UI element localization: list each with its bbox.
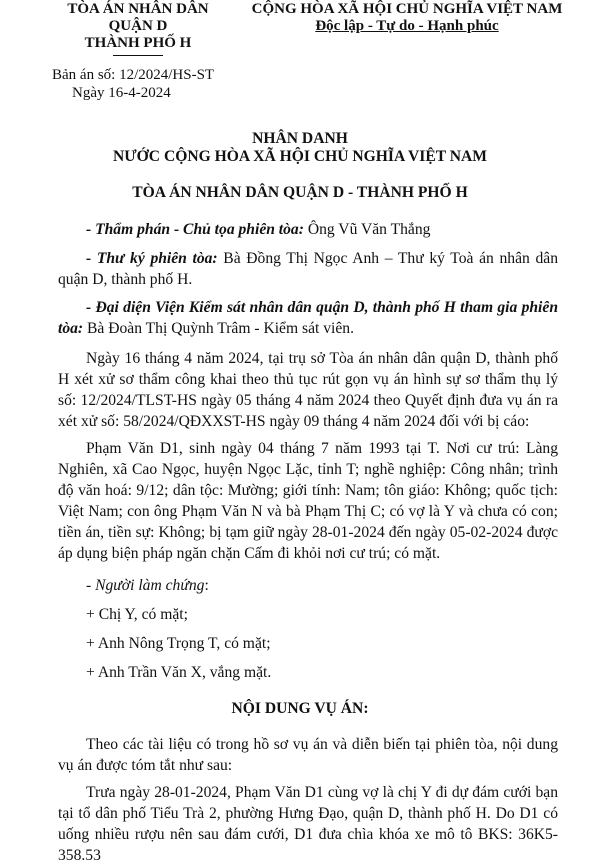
judge-label: - Thẩm phán - Chủ tọa phiên tòa: (86, 221, 304, 238)
nation-title: CỘNG HÒA XÃ HỘI CHỦ NGHĨA VIỆT NAM (251, 1, 563, 17)
court-name-line1: TÒA ÁN NHÂN DÂN (67, 1, 209, 17)
clerk-label: - Thư ký phiên tòa: (86, 250, 218, 267)
clerk-value: Bà Đồng Thị Ngọc Anh – Thư ký Toà án nhân dân quận D, thành phố H. (58, 250, 558, 288)
title-court: TÒA ÁN NHÂN DÂN QUẬN D - THÀNH PHỐ H (132, 184, 468, 201)
procurator-label: - Đại diện Viện Kiểm sát nhân dân quận D, thành phố H tham gia phiên tòa: (58, 299, 558, 337)
procurator-line (58, 297, 558, 339)
court-name-line2: QUẬN D (108, 18, 168, 34)
court-divider (113, 55, 163, 56)
judge-value: Ông Vũ Văn Thắng (303, 221, 431, 238)
clerk-line (58, 248, 558, 290)
judge-line (58, 219, 558, 240)
title-republic: NƯỚC CỘNG HÒA XÃ HỘI CHỦ NGHĨA VIỆT NAM (113, 148, 487, 165)
title-on-behalf: NHÂN DANH (252, 130, 348, 147)
nation-motto: Độc lập - Tự do - Hạnh phúc (315, 18, 499, 34)
case-date: Ngày 16-4-2024 (72, 85, 171, 101)
witness-item: + Anh Nông Trọng T, có mặt; (86, 635, 271, 652)
trial-paragraph: Ngày 16 tháng 4 năm 2024, tại trụ sở Tòa án nhân dân quận D, thành phố H xét xử sơ thẩm công khai theo thủ tục rút gọn vụ án hình sự sơ thẩm thụ lý số: 12/2024/TLST-HS ngày 05 tháng 4 năm 2024 theo Quyết định đưa vụ án ra xét xử số: 58/2024/QĐXXST-HS ngày 09 tháng 4 năm 2024 đối với bị cáo: (58, 350, 558, 430)
events-paragraph: Trưa ngày 28-01-2024, Phạm Văn D1 cùng vợ là chị Y đi dự đám cưới bạn tại tổ dân phố Tiểu Trà 2, phường Hưng Đạo, quận D, thành phố H. Do D1 có uống nhiều rượu nên sau đám cưới, D1 đưa chìa khóa xe mô tô BKS: 36K5-358.53 (58, 784, 558, 864)
section-title: NỘI DUNG VỤ ÁN: (231, 700, 369, 717)
witness-colon: : (204, 577, 209, 594)
defendant-paragraph: Phạm Văn D1, sinh ngày 04 tháng 7 năm 1993 tại T. Nơi cư trú: Làng Nghiên, xã Cao Ngọc, huyện Ngọc Lặc, tỉnh T; nghề nghiệp: Công nhân; trình độ văn hoá: 9/12; dân tộc: Mường; giới tính: Nam; tôn giáo: Không; quốc tịch: Việt Nam; con ông Phạm Văn N và bà Phạm Thị C; có vợ là Y và chưa có con; tiền án, tiền sự: Không; bị tạm giữ ngày 28-01-2024 đến ngày 05-02-2024 được áp dụng biện pháp ngăn chặn Cấm đi khỏi nơi cư trú; có mặt. (58, 440, 558, 562)
summary-paragraph: Theo các tài liệu có trong hồ sơ vụ án và diễn biến tại phiên tòa, nội dung vụ án được tóm tắt như sau: (58, 736, 558, 774)
witness-heading (58, 575, 558, 596)
court-name-line3: THÀNH PHỐ H (84, 35, 192, 51)
witness-item: + Chị Y, có mặt; (86, 606, 188, 623)
case-number: Bản án số: 12/2024/HS-ST (52, 67, 215, 83)
witness-item: + Anh Trần Văn X, vắng mặt. (86, 664, 272, 681)
witness-label: - Người làm chứng (86, 577, 205, 594)
procurator-value: Bà Đoàn Thị Quỳnh Trâm - Kiểm sát viên. (83, 320, 354, 337)
